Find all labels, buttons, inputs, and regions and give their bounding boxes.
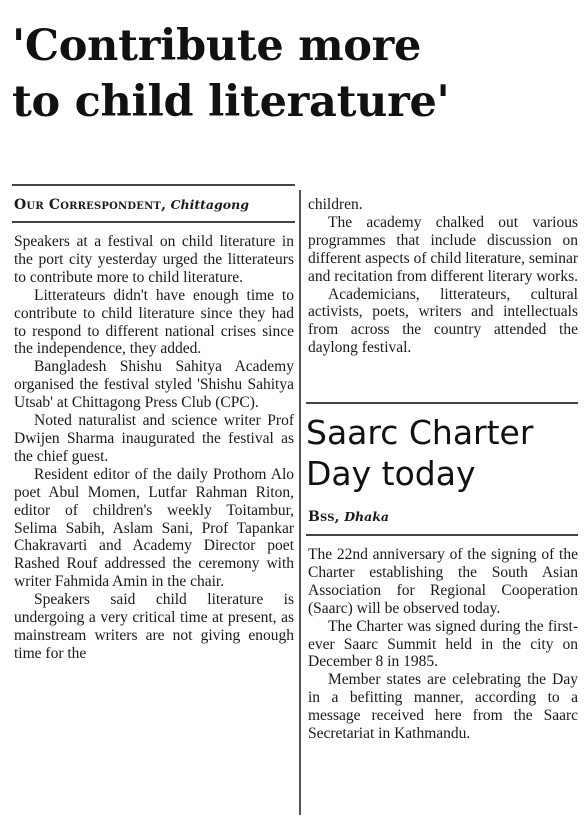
article-2-headline-line-1: Saarc Charter [306, 413, 534, 452]
paragraph: Litterateurs didn't have enough time to contribute to child literature since they had to respond to different national crises since the independence, they added. [14, 286, 294, 358]
article-2-headline [306, 412, 576, 494]
section-divider [306, 402, 578, 404]
byline-name: Bss, [308, 509, 340, 525]
byline-rule [12, 221, 295, 223]
paragraph: Speakers said child literature is undergoing a very critical time at present, as mainstream writers are not giving enough time for the [14, 591, 294, 662]
headline [12, 18, 580, 130]
byline-name: Our Correspondent, [14, 197, 167, 213]
paragraph: The academy chalked out various programmes that include discussion on different aspects of child literature, seminar and recitation from different literary works. [308, 213, 579, 285]
article-2-headline-line-2: Day today [306, 454, 476, 493]
paragraph: Bangladesh Shishu Sahitya Academy organised the festival styled 'Shishu Sahitya Utsab' at Chittagong Press Club (CPC). [14, 358, 294, 412]
paragraph: Resident editor of the daily Prothom Alo poet Abul Momen, Lutfar Rahman Riton, editor of children's weekly Toitambur, Selima Sabih, Aslam Sani, Prof Tapankar Chakravarti and Academy Director poet Rashed Rouf addressed the ceremony with writer Fahmida Amin in the chair. [14, 465, 294, 591]
byline-place: Chittagong [170, 197, 249, 212]
article-2-byline [308, 508, 389, 526]
paragraph: Academicians, litterateurs, cultural activists, poets, writers and intellectuals from across the country attended the daylong festival. [308, 285, 578, 357]
paragraph: Member states are celebrating the Day in a befitting manner, according to a message received here from the Saarc Secretariat in Kathmandu. [308, 671, 578, 743]
paragraph: The 22nd anniversary of the signing of the Charter establishing the South Asian Association for Regional Cooperation (Saarc) will be observed today. [308, 546, 578, 617]
article-2-byline-rule [306, 534, 578, 536]
divider-rule [12, 184, 295, 186]
paragraph: Speakers at a festival on child literature in the port city yesterday urged the litterateurs to contribute more to child literature. [14, 233, 294, 286]
headline-line-2: to child literature' [12, 77, 450, 127]
byline [14, 196, 249, 214]
paragraph: children. [308, 196, 363, 213]
paragraph: Noted naturalist and science writer Prof Dwijen Sharma inaugurated the festival as the chief guest. [14, 412, 294, 465]
article-body-column-1 [14, 233, 294, 663]
article-body-column-2 [308, 196, 578, 357]
byline-place: Dhaka [344, 509, 389, 524]
headline-line-1: 'Contribute more [12, 21, 422, 71]
article-2-body [308, 546, 578, 743]
paragraph: The Charter was signed during the first-ever Saarc Summit held in the city on December 8 in 1985. [308, 617, 578, 671]
column-divider [299, 190, 301, 815]
